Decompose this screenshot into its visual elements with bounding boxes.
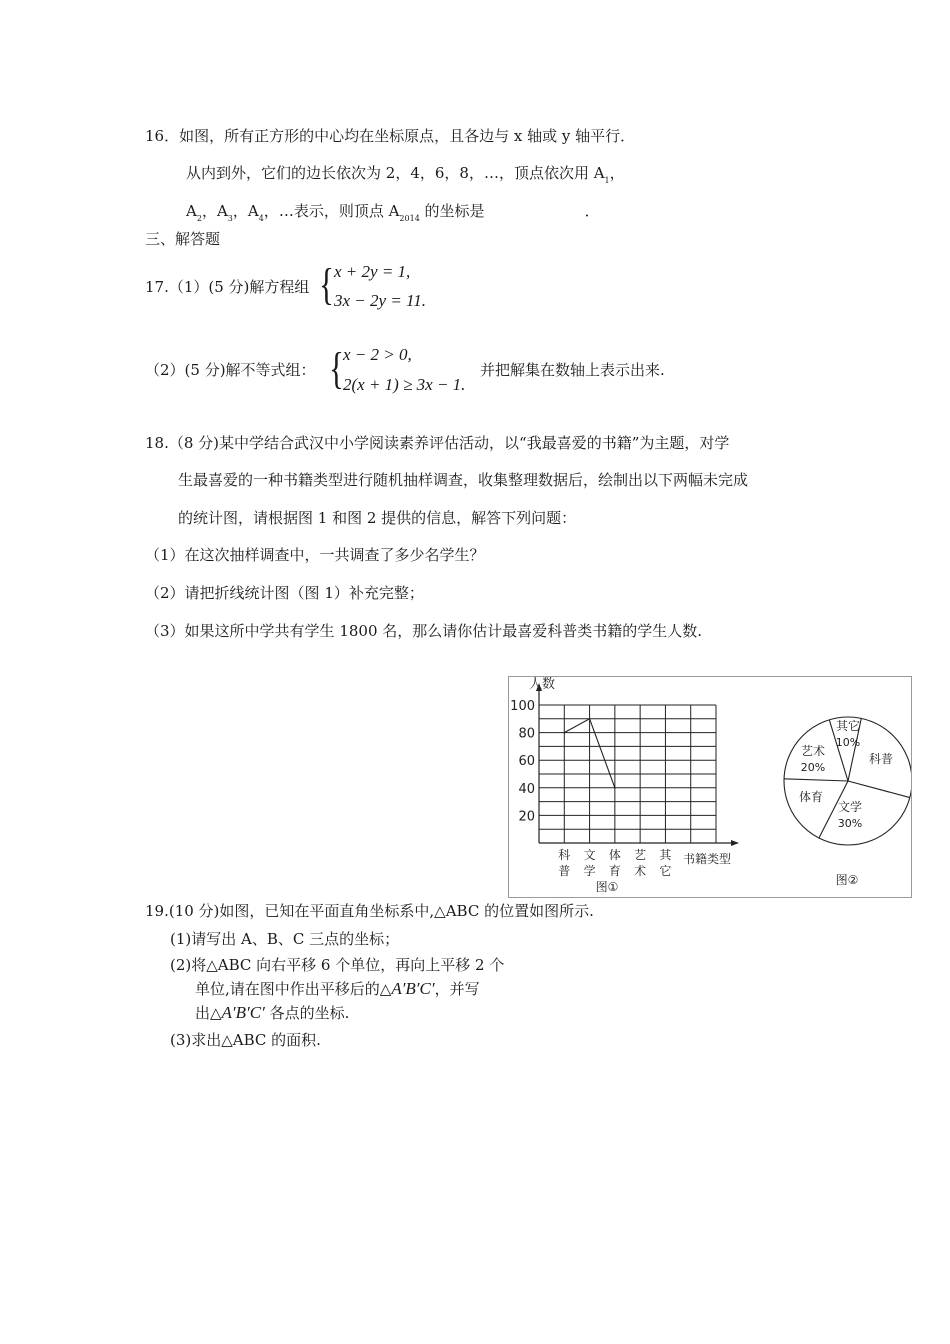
x-tick-label: 体: [608, 848, 621, 862]
q19-line1: 19.(10 分)如图，已知在平面直角坐标系中,△ABC 的位置如图所示.: [145, 902, 594, 920]
q18-line1: 18.（8 分)某中学结合武汉中小学阅读素养评估活动，以“我最喜爱的书籍”为主题，对学: [145, 434, 730, 452]
chart-caption: 图②: [835, 873, 859, 887]
x-tick-label: 科: [558, 848, 571, 862]
q19-sub2a: (2)将△ABC 向右平移 6 个单位，再向上平移 2 个: [170, 956, 505, 974]
q16-line1: 16．如图，所有正方形的中心均在坐标原点，且各边与 x 轴或 y 轴平行．: [145, 127, 636, 145]
data-point: [563, 732, 565, 734]
pie-slice-percent: 10%: [835, 736, 861, 749]
q19-sub2c: 出△A′B′C′ 各点的坐标.: [195, 1003, 350, 1022]
pie-slice-label: 其它: [835, 719, 861, 733]
y-tick-label: 20: [518, 809, 535, 825]
q18-sub3: （3）如果这所中学共有学生 1800 名，那么请你估计最喜爱科普类书籍的学生人数.: [145, 622, 703, 640]
q17-part2-label: （2）(5 分)解不等式组：: [145, 361, 316, 379]
data-point: [589, 718, 591, 720]
data-point: [614, 787, 616, 789]
y-tick-label: 80: [518, 726, 535, 742]
pie-slice-label: 文学: [837, 800, 863, 814]
x-tick-label: 普: [558, 864, 571, 878]
pie-slice-percent: 20%: [800, 761, 826, 774]
q17-eq2: 3x − 2y = 11.: [334, 291, 427, 310]
x-tick-label: 艺: [634, 848, 647, 862]
left-brace-icon: {: [319, 260, 334, 309]
left-brace-icon: {: [329, 344, 344, 393]
pie-chart: [784, 717, 911, 887]
y-axis-title: 人数: [529, 677, 556, 692]
x-tick-label: 学: [583, 864, 596, 878]
x-tick-label: 文: [583, 848, 596, 862]
y-tick-label: 60: [518, 754, 535, 770]
q18-line2: 生最喜爱的一种书籍类型进行随机抽样调查，收集整理数据后，绘制出以下两幅未完成: [178, 471, 749, 489]
q17-part1-label: 17.（1）(5 分)解方程组: [145, 278, 310, 296]
q19-sub3: (3)求出△ABC 的面积.: [170, 1031, 321, 1049]
x-axis-title: 书籍类型: [683, 852, 732, 866]
x-tick-label: 术: [634, 864, 647, 878]
statistics-figures: [509, 677, 911, 897]
figure-box: [508, 676, 912, 898]
pie-slice-label: 体育: [798, 790, 824, 804]
chart-caption: 图①: [595, 880, 619, 894]
x-axis-arrow-icon: [731, 840, 739, 846]
pie-slice-label: 艺术: [800, 744, 826, 758]
q19-sub2b: 单位,请在图中作出平移后的△A′B′C′，并写: [195, 979, 480, 998]
q18-line3: 的统计图，请根据图 1 和图 2 提供的信息，解答下列问题：: [178, 509, 577, 527]
pie-slice-label: 科普: [868, 752, 894, 766]
line-chart: [510, 677, 739, 894]
section-title: 三、解答题: [145, 230, 221, 248]
q16-line2: 从内到外，它们的边长依次为 2，4，6，8，…，顶点依次用 $A_1$，: [186, 164, 625, 185]
q17-eq1: x + 2y = 1,: [334, 262, 411, 281]
q16-line3: $A_2$，$A_3$，$A_4$，…表示，则顶点 $A_{2014}$ 的坐标是 ．: [186, 202, 600, 223]
x-tick-label: 其: [659, 848, 672, 862]
x-tick-label: 它: [659, 864, 672, 878]
q17-ineq2: 2(x + 1) ≥ 3x − 1.: [343, 375, 466, 394]
q19-sub1: (1)请写出 A、B、C 三点的坐标；: [170, 930, 400, 948]
pie-slice-percent: 30%: [837, 817, 863, 830]
q17-ineq1: x − 2 > 0,: [343, 345, 412, 364]
q18-sub1: （1）在这次抽样调查中，一共调查了多少名学生？: [145, 546, 485, 564]
x-tick-label: 育: [608, 864, 621, 878]
y-tick-label: 100: [510, 699, 535, 714]
q17-part2-tail: 并把解集在数轴上表示出来.: [480, 361, 665, 379]
q18-sub2: （2）请把折线统计图（图 1）补充完整；: [145, 584, 424, 602]
y-tick-label: 40: [518, 781, 535, 797]
